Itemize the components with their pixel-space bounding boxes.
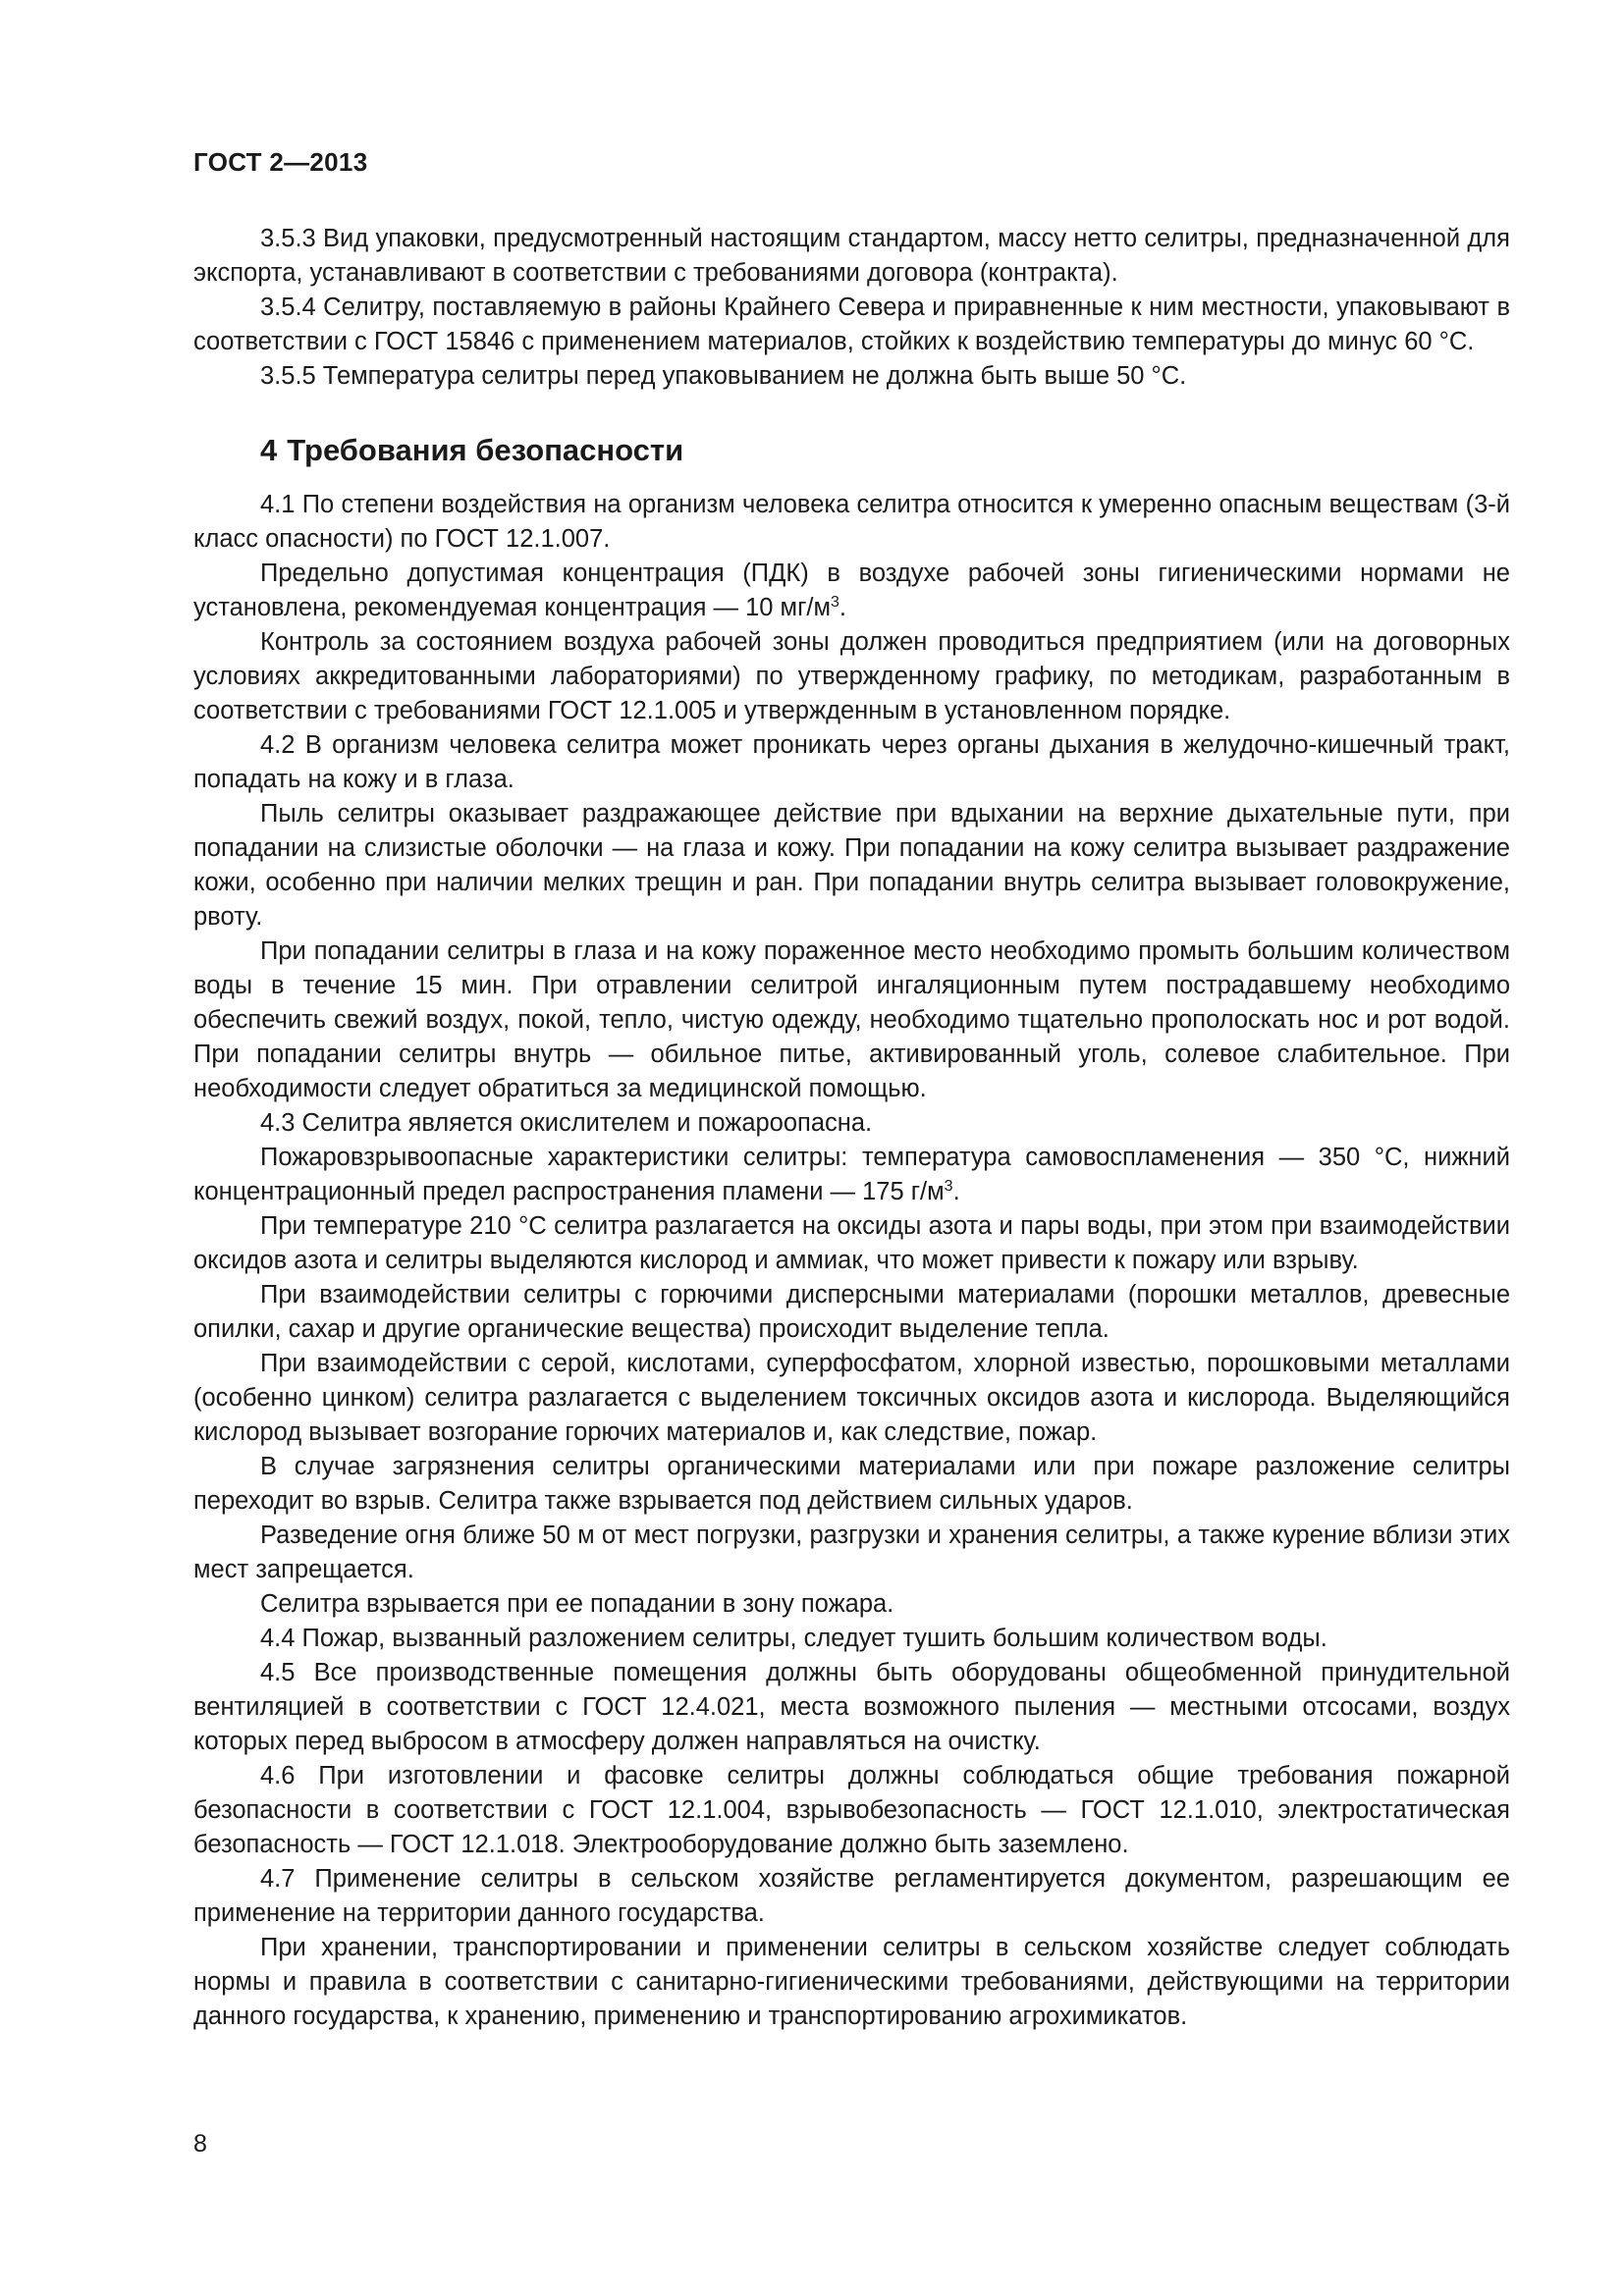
- clause-3-5-3: 3.5.3 Вид упаковки, предусмотренный настоящим стандартом, массу нетто селитры, предназначенной для экспорта, устанавливают в соответствии с требованиями договора (контракта).: [193, 225, 1510, 287]
- paragraph-dust-effect: Пыль селитры оказывает раздражающее действие при вдыхании на верхние дыхательные пути, при попадании на слизистые оболочки — на глаза и кожу. При попадании на кожу селитра вызывает раздражение кожи, особенно при наличии мелких трещин и ран. При попадании внутрь селитра вызывает головокружение, рвоту.: [193, 800, 1510, 931]
- page-body: [193, 222, 1510, 2034]
- paragraph-open-fire: Разведение огня ближе 50 м от мест погрузки, разгрузки и хранения селитры, а также курение вблизи этих мест запрещается.: [193, 1522, 1510, 1583]
- superscript-cubed: 3: [944, 1178, 953, 1195]
- paragraph-fire-zone: Селитра взрывается при ее попадании в зону пожара.: [260, 1590, 894, 1618]
- clause-4-5: 4.5 Все производственные помещения должны быть оборудованы общеобменной принудительной вентиляцией в соответствии с ГОСТ 12.4.021, места возможного пыления — местными отсосами, воздух которых перед выбросом в атмосферу должен направляться на очистку.: [193, 1659, 1510, 1755]
- clause-4-2: 4.2 В организм человека селитра может проникать через органы дыхания в желудочно-кишечный тракт, попадать на кожу и в глаза.: [193, 731, 1510, 793]
- clause-4-6: 4.6 При изготовлении и фасовке селитры должны соблюдаться общие требования пожарной безопасности в соответствии с ГОСТ 12.1.004, взрывобезопасность — ГОСТ 12.1.010, электростатическая безопасность — ГОСТ 12.1.018. Электрооборудование должно быть заземлено.: [193, 1762, 1510, 1858]
- section-title: Требования безопасности: [287, 433, 684, 467]
- paragraph-first-aid: При попадании селитры в глаза и на кожу пораженное место необходимо промыть большим количеством воды в течение 15 мин. При отравлении селитрой ингаляционным путем пострадавшему необходимо обеспечить свежий воздух, покой, тепло, чистую одежду, необходимо тщательно прополоскать нос и рот водой. При попадании селитры внутрь — обильное питье, активированный уголь, солевое слабительное. При необходимости следует обратиться за медицинской помощью.: [193, 937, 1510, 1102]
- clause-4-4: 4.4 Пожар, вызванный разложением селитры, следует тушить большим количеством воды.: [260, 1625, 1327, 1652]
- clause-3-5-4: 3.5.4 Селитру, поставляемую в районы Крайнего Севера и приравненные к ним местности, упаковывают в соответствии с ГОСТ 15846 с применением материалов, стойких к воздействию температуры до минус 60 °С.: [193, 294, 1510, 355]
- paragraph-fire-text: Пожаровзрывоопасные характеристики селитры: температура самовоспламенения — 350 °С, нижний концентрационный предел распространения пламени — 175 г/м: [193, 1144, 1510, 1205]
- paragraph-toxic-oxides: При взаимодействии с серой, кислотами, суперфосфатом, хлорной известью, порошковыми металлами (особенно цинком) селитра разлагается с выделением токсичных оксидов азота и кислорода. Выделяющийся кислород вызывает возгорание горючих материалов и, как следствие, пожар.: [193, 1350, 1510, 1446]
- clause-4-3: 4.3 Селитра является окислителем и пожароопасна.: [260, 1109, 873, 1137]
- paragraph-decomposition: При температуре 210 °С селитра разлагается на оксиды азота и пары воды, при этом при взаимодействии оксидов азота и селитры выделяются кислород и аммиак, что может привести к пожару или взрыву.: [193, 1212, 1510, 1274]
- clause-4-7: 4.7 Применение селитры в сельском хозяйстве регламентируется документом, разрешающим ее применение на территории данного государства.: [193, 1865, 1510, 1927]
- section-number: 4: [260, 433, 278, 467]
- paragraph-mac: [193, 557, 1510, 625]
- paragraph-agriculture: При хранении, транспортировании и применении селитры в сельском хозяйстве следует соблюдать нормы и правила в соответствии с санитарно-гигиеническими требованиями, действующими на территории данного государства, к хранению, применению и транспортированию агрохимикатов.: [193, 1934, 1510, 2030]
- paragraph-fire-characteristics: [193, 1141, 1510, 1209]
- running-header: ГОСТ 2—2013: [193, 147, 368, 177]
- paragraph-mac-text: Предельно допустимая концентрация (ПДК) в воздухе рабочей зоны гигиеническими нормами не установлена, рекомендуемая концентрация — 10 мг/м: [193, 560, 1510, 621]
- paragraph-mac-end: .: [839, 594, 846, 621]
- superscript-cubed: 3: [830, 594, 839, 611]
- clause-3-5-5: 3.5.5 Температура селитры перед упаковыванием не должна быть выше 50 °С.: [260, 362, 1187, 390]
- page-number: 8: [193, 2130, 207, 2158]
- paragraph-dispersed-materials: При взаимодействии селитры с горючими дисперсными материалами (порошки металлов, древесные опилки, сахар и другие органические вещества) происходит выделение тепла.: [193, 1281, 1510, 1343]
- paragraph-fire-end: .: [952, 1178, 960, 1205]
- paragraph-air-control: Контроль за состоянием воздуха рабочей зоны должен проводиться предприятием (или на договорных условиях аккредитованными лабораториями) по утвержденному графику, по методикам, разработанным в соответствии с требованиями ГОСТ 12.1.005 и утвержденным в установленном порядке.: [193, 628, 1510, 724]
- clause-4-1: 4.1 По степени воздействия на организм человека селитра относится к умеренно опасным веществам (3-й класс опасности) по ГОСТ 12.1.007.: [193, 491, 1510, 553]
- paragraph-explosion: В случае загрязнения селитры органическими материалами или при пожаре разложение селитры переходит во взрыв. Селитра также взрывается под действием сильных ударов.: [193, 1453, 1510, 1515]
- section-heading: [193, 431, 1510, 470]
